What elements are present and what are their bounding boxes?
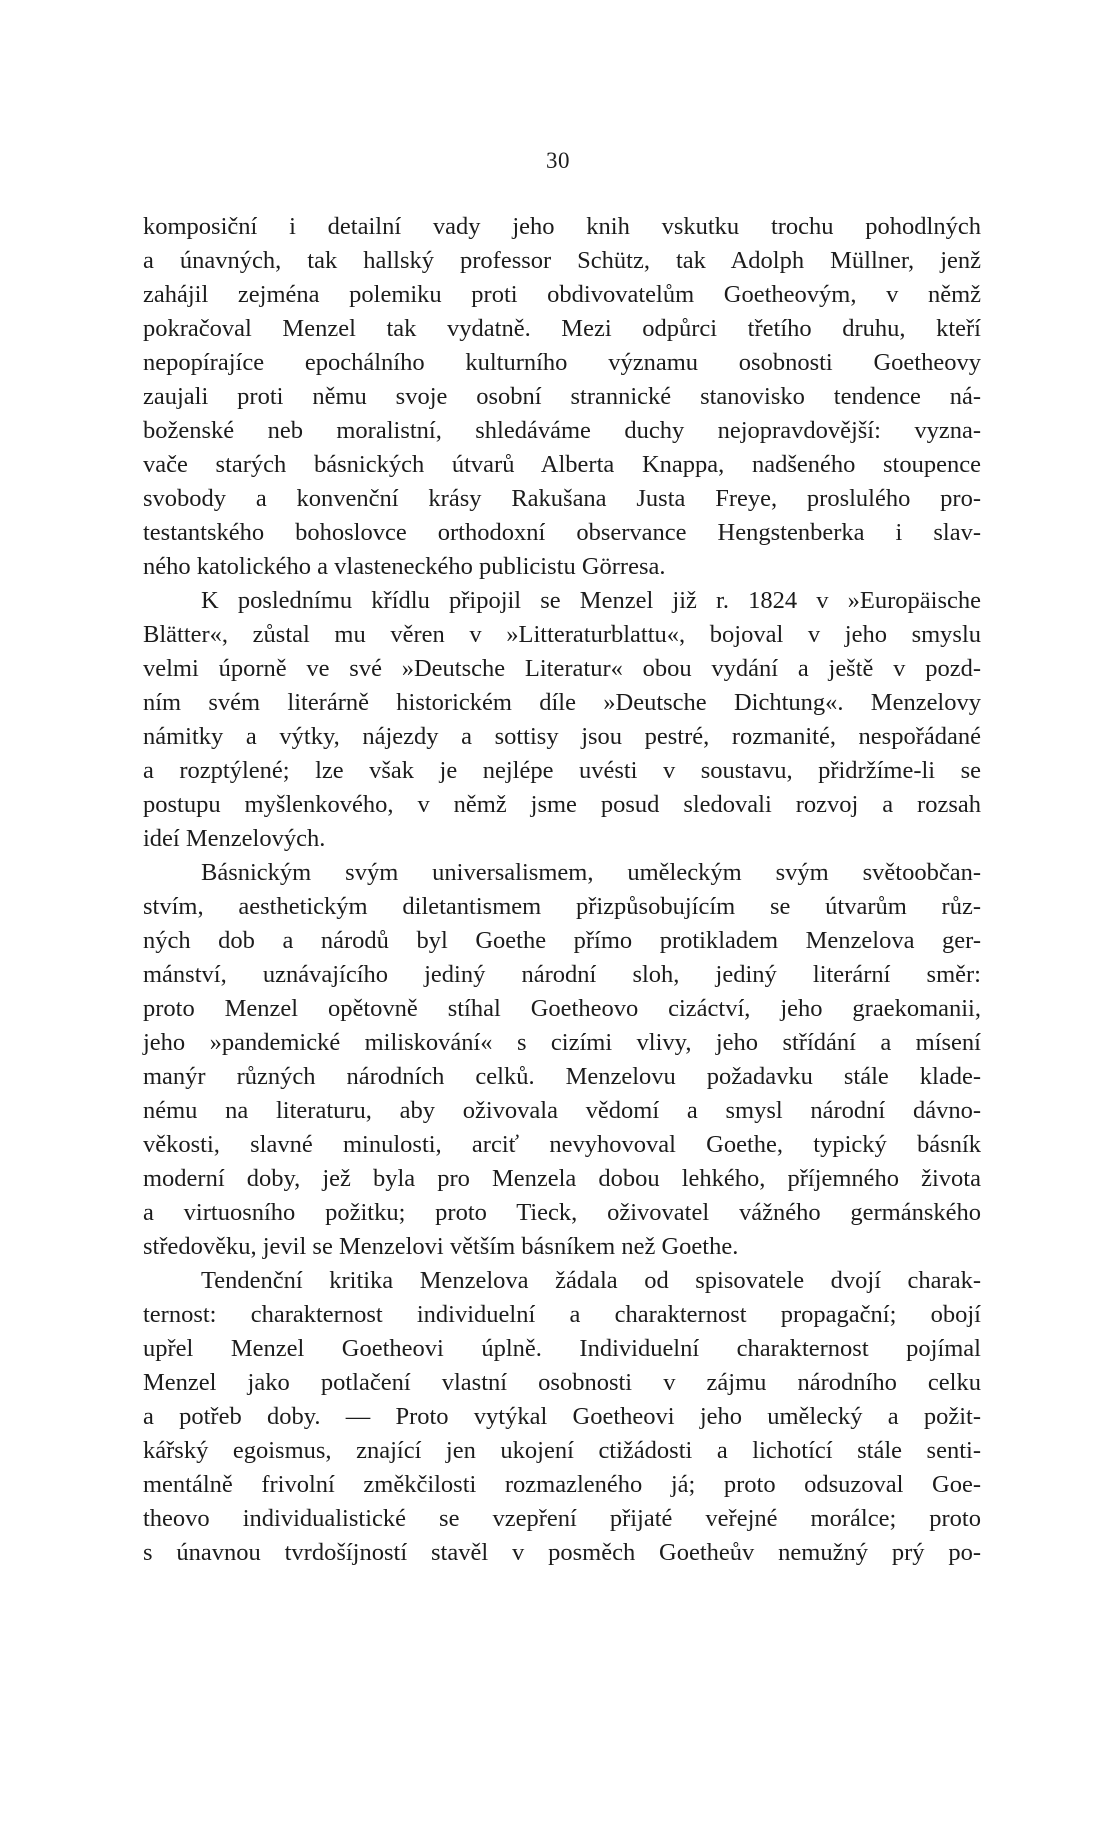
text-line: postupu myšlenkového, v němž jsme posud sledovali rozvoj a rozsah — [143, 791, 981, 818]
text-line: komposiční i detailní vady jeho knih vskutku trochu pohodlných — [143, 213, 981, 240]
text-line: testantského bohoslovce orthodoxní observance Hengstenberka i slav- — [143, 519, 981, 546]
text-line: s únavnou tvrdošíjností stavěl v posměch Goetheův nemužný prý po- — [143, 1539, 981, 1566]
text-line: nému na literaturu, aby oživovala vědomí a smysl národní dávno- — [143, 1097, 981, 1124]
text-line: jeho »pandemické miliskování« s cizími vlivy, jeho střídání a mísení — [143, 1029, 981, 1056]
text-line: a potřeb doby. — Proto vytýkal Goetheovi jeho umělecký a požit- — [143, 1403, 981, 1430]
text-line: K poslednímu křídlu připojil se Menzel již r. 1824 v »Europäische — [201, 587, 981, 614]
text-line: manýr různých národních celků. Menzelovu požadavku stále klade- — [143, 1063, 981, 1090]
text-line: kářský egoismus, znající jen ukojení ctižádosti a lichotící stále senti- — [143, 1437, 981, 1464]
text-line: ných dob a národů byl Goethe přímo protikladem Menzelova ger- — [143, 927, 981, 954]
body-text — [143, 210, 981, 1570]
text-line: a únavných, tak hallský professor Schütz, tak Adolph Müllner, jenž — [143, 247, 981, 274]
text-line: ním svém literárně historickém díle »Deutsche Dichtung«. Menzelovy — [143, 689, 981, 716]
text-line: zahájil zejména polemiku proti obdivovatelům Goetheovým, v němž — [143, 281, 981, 308]
text-line: mentálně frivolní změkčilosti rozmazleného já; proto odsuzoval Goe- — [143, 1471, 981, 1498]
text-line: a virtuosního požitku; proto Tieck, oživovatel vážného germánského — [143, 1199, 981, 1226]
text-line: nepopírajíce epochálního kulturního významu osobnosti Goetheovy — [143, 349, 981, 376]
text-line: a rozptýlené; lze však je nejlépe uvésti v soustavu, přidržíme-li se — [143, 757, 981, 784]
text-line: zaujali proti němu svoje osobní strannické stanovisko tendence ná- — [143, 383, 981, 410]
text-line: proto Menzel opětovně stíhal Goetheovo cizáctví, jeho graekomanii, — [143, 995, 981, 1022]
text-line: svobody a konvenční krásy Rakušana Justa Freye, proslulého pro- — [143, 485, 981, 512]
text-line: mánství, uznávajícího jediný národní sloh, jediný literární směr: — [143, 961, 981, 988]
text-line: boženské neb moralistní, shledáváme duchy nejopravdovější: vyzna- — [143, 417, 981, 444]
text-line: ideí Menzelových. — [143, 825, 326, 852]
text-line: věkosti, slavné minulosti, arciť nevyhovoval Goethe, typický básník — [143, 1131, 981, 1158]
text-line: středověku, jevil se Menzelovi větším básníkem než Goethe. — [143, 1233, 739, 1260]
text-line: moderní doby, jež byla pro Menzela dobou lehkého, příjemného života — [143, 1165, 981, 1192]
text-line: pokračoval Menzel tak vydatně. Mezi odpůrci třetího druhu, kteří — [143, 315, 981, 342]
text-line: velmi úporně ve své »Deutsche Literatur« obou vydání a ještě v pozd- — [143, 655, 981, 682]
text-line: Tendenční kritika Menzelova žádala od spisovatele dvojí charak- — [201, 1267, 981, 1294]
text-line: ternost: charakternost individuelní a charakternost propagační; obojí — [143, 1301, 981, 1328]
text-line: Blätter«, zůstal mu věren v »Litteraturblattu«, bojoval v jeho smyslu — [143, 621, 981, 648]
text-line: ného katolického a vlasteneckého publicistu Görresa. — [143, 553, 666, 580]
text-line: Básnickým svým universalismem, uměleckým svým světoobčan- — [201, 859, 981, 886]
text-line: upřel Menzel Goetheovi úplně. Individuelní charakternost pojímal — [143, 1335, 981, 1362]
text-line: Menzel jako potlačení vlastní osobnosti v zájmu národního celku — [143, 1369, 981, 1396]
text-line: vače starých básnických útvarů Alberta Knappa, nadšeného stoupence — [143, 451, 981, 478]
page-number: 30 — [546, 148, 570, 173]
text-line: theovo individualistické se vzepření přijaté veřejné morálce; proto — [143, 1505, 981, 1532]
text-line: stvím, aesthetickým diletantismem přizpůsobujícím se útvarům růz- — [143, 893, 981, 920]
text-line: námitky a výtky, nájezdy a sottisy jsou pestré, rozmanité, nespořádané — [143, 723, 981, 750]
